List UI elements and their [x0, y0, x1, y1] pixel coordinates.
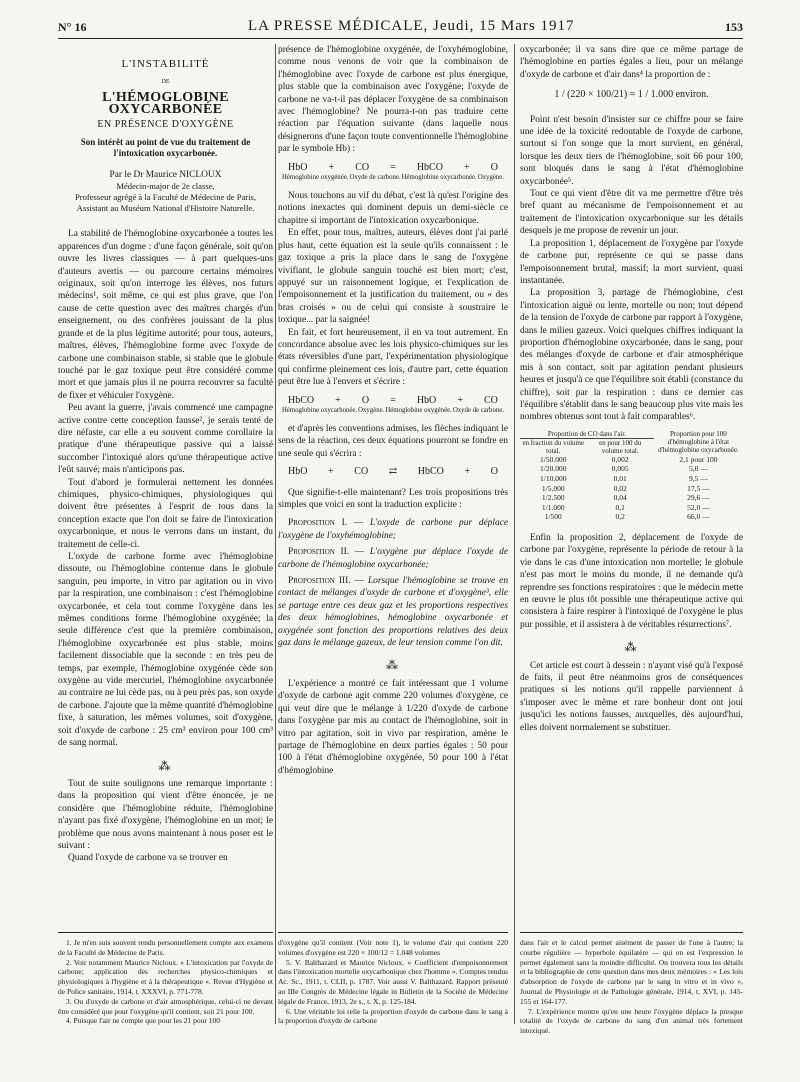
footnote-rule: [278, 932, 508, 933]
page-number: 153: [725, 20, 743, 34]
author-affiliation: Professeur agrégé à la Faculté de Médecine de Paris,: [74, 192, 257, 203]
section-separator: ⁂: [158, 758, 173, 773]
paragraph: Quand l'oxyde de carbone va se trouver en: [68, 853, 228, 864]
paragraph: oxycarbonée; il va sans dire que ce même partage de l'hémoglobine en parties égales a lieu, pour un mélange d'oxyde de carbone et d'air dans⁴ la proportion de :: [520, 45, 743, 80]
paragraph: L'expérience a montré ce fait intéressant que 1 volume d'oxyde de carbone agit comme 220 volumes d'oxygène, ce qui veut dire que le mélange à 1/220 d'oxyde de carbone dans l'oxygène par mis au contact de l'hémoglobine, soit in vitro par agitation, soit in vivo par respiration, amène le partage de l'hémoglobine en deux parties égales : 50 pour 100 à l'état d'hémoglobine oxygénée, 50 pour 100 à l'état d'hémoglobine: [278, 678, 508, 776]
proposition-1: Proposition I. — L'oxyde de carbone pur déplace l'oxygène de l'oxyhémoglobine;: [278, 518, 509, 541]
paragraph: En fait, et fort heureusement, il en va tout autrement. En concordance absolue avec les lois physico-chimiques sur les états réversibles d'une part, l'expérimentation physiologique qui confirme pleinement ces lois, d'autre part, cette équation peut être lue à l'envers et s'écrire :: [278, 327, 508, 388]
table-group-header: Proportion de CO dans l'air.: [520, 430, 654, 439]
footnote: 3. Ou d'oxyde de carbone et d'air atmosphérique, celui-ci ne devant être considéré que pour l'oxygène qu'il contient, soit 21 pour 100.: [58, 996, 273, 1016]
author-affiliation: Assistant au Muséum National d'Histoire Naturelle.: [76, 203, 255, 214]
paragraph: Peu avant la guerre, j'avais commencé une campagne active contre cette conception fausse², je serais tenté de dire néfaste, car elle a eu souvent comme corollaire la pratique d'une thérapeutique passive qui a laissé succomber l'intoxiqué alors qu'une thérapeutique active l'eût sauvé; mais n'anticipons pas.: [58, 403, 273, 476]
table-row: 1/1.000 0,1 52,0 —: [541, 502, 710, 512]
issue-number: N° 16: [58, 20, 87, 34]
page-header: [58, 14, 743, 36]
footnote: 5. V. Balthazard et Maurice Nicloux. « Coefficient d'empoisonnement dans l'intoxication mortelle oxycarbonique chez l'homme ». Comptes rendus Ac. Sc., 1911, t. CLII, p. 1787. Voir aussi V. Balthazard. Rapport présenté au IIIe Congrès de Médecine légale in Bulletin de la Société de Médecine légale de France, 1913, 2e s., t. X, p. 125-184.: [278, 957, 508, 1006]
section-separator: ⁂: [386, 658, 400, 673]
footnotes-col1: [58, 938, 273, 1026]
paragraph: La stabilité de l'hémoglobine oxycarbonée a toutes les apparences d'un dogme : d'une façon générale, soit qu'on ouvre les livres classiques — à part quelques-uns d'auteurs avertis — ou parcoure certains mémoires originaux, soit qu'on interroge les élèves, nos futurs médecins¹, soit même, ce qui est plus grave, que l'on cause de cette question avec des maîtres chargés d'un enseignement, ou des confrères jouissant de la plus grande et de la plus légitime autorité; pour tous, auteurs, maîtres, élèves, l'hémoglobine forme avec l'oxyde de carbone une combinaison stable, si stable que le globule touché par le gaz toxique peut être considéré comme mort et que jamais plus il ne pourra recouvrer sa faculté de fixer et véhiculer l'oxygène.: [58, 229, 273, 401]
table-row: 1/20.000 0,005 5,0 —: [540, 464, 708, 474]
paragraph: La proposition 1, déplacement de l'oxygène par l'oxyde de carbone pur, représente ce qui se passe dans l'empoisonnement brutal, massif; la mort survient, quasi instantanée.: [520, 238, 743, 286]
paragraph: Que signifie-t-elle maintenant? Les trois propositions très simples que voici en sont la traduction explicite :: [278, 487, 508, 510]
paragraph: L'oxyde de carbone forme avec l'hémoglobine dissoute, ou l'hémoglobine contenue dans le globule sanguin, peu importe, in vitro par agitation ou in vivo par la respiration, une combinaison : c'est l'hémoglobine oxycarbonée, et cela tout comme l'oxygène dans les mêmes conditions forme l'hémoglobine oxygénée; la seule différence c'est que la première combinaison, l'hémoglobine oxycarbonée est plus stable, moins facilement dissociable que la seconde : en très peu de temps, par exemple, l'hémoglobine oxygénée cède son oxygène au vide mercuriel, l'hémoglobine oxycarbonée au contraire ne lui cède pas, ou à peu près pas, son oxyde de carbone. J'ajoute que la même quantité d'hémoglobine fixe, à saturation, les mêmes volumes, soit d'oxygène, soit d'oxyde de carbone : 25 cm³ environ pour 100 cm³ de sang normal.: [58, 552, 273, 749]
footnote: 1. Je m'en suis souvent rendu personnellement compte aux examens de la Faculté de Médecine de Paris.: [58, 938, 273, 957]
header-rule: [58, 38, 743, 39]
paragraph: présence de l'hémoglobine oxygénée, de l'oxyhémoglobine, comme nous venons de voir que la combinaison de l'hémoglobine avec l'oxyde de carbone est plus énergique, plus stable que la combinaison avec l'oxygène; l'oxyde de carbone ne va-t-il pas déplacer l'oxygène de sa combinaison avec l'hémoglobine? Ne pourra-t-on pas traduire cette réaction par l'équation suivante (dans laquelle nous désignerons d'une façon toute conventionnelle l'hémoglobine par le symbole Hb) :: [278, 45, 508, 155]
paragraph: Point n'est besoin d'insister sur ce chiffre pour se faire une idée de la toxicité redoutable de l'oxyde de carbone, surtout si l'on songe que la mort survient, en général, lorsque les deux tiers de l'hémoglobine, soit 66 pour 100, sont bloqués dans le sang à l'état d'hémoglobine oxycarbonée⁵.: [520, 114, 743, 187]
column-2: [278, 44, 508, 777]
proposition-3: Proposition III. — Lorsque l'hémoglobine se trouve en contact de mélanges d'oxyde de carbone et d'oxygène³, elle se partage entre ces deux gaz et les proportions respectives des deux hémoglobines, hémoglobine oxycarbonée et oxygénée sont fonction des proportions relatives des deux gaz dans le mélange gazeux, de leur tension comme l'on dit.: [278, 576, 509, 649]
table-row: 1/2.500 0,04 29,6 —: [541, 493, 710, 503]
proposition-2: Proposition II. — L'oxygène pur déplace l'oxyde de carbone de l'hémoglobine oxycarbonée;: [278, 547, 509, 570]
footnote: d'oxygène qu'il contient (Voir note 1), le volume d'air qui contient 220 volumes d'oxygène est 220 × 100/12 = 1.048 volumes: [278, 938, 508, 957]
table-header: Proportion pour 100 d'hémoglobine à l'état d'hémoglobine oxycarbonée.: [658, 430, 739, 455]
footnote-rule: [58, 932, 273, 933]
table-row: 1/50.000 0,002 2,1 pour 100: [540, 454, 718, 464]
paragraph: Nous touchons au vif du débat, c'est là qu'est l'origine des notions inexactes qui dominent depuis un demi-siècle ce chapitre si important de l'intoxication oxycarbonique.: [278, 191, 508, 226]
footnote: dans l'air et le calcul permet aisément de passer de l'une à l'autre; la courbe régulière — hyperbole équilatère — qui en est l'expression le permet également sans la moindre difficulté. On trouvera tous les détails et la bibliographie de cette question dans mes deux mémoires : « Les lois d'absorption de l'oxyde de carbone par le sang in vitro et in vivo », Journal de Physiologie et de Pathologie générale, 1914, t. XVI, p. 145-155 et 164-177.: [520, 938, 743, 1006]
section-separator: ⁂: [624, 640, 639, 655]
paragraph: La proposition 3, partage de l'hémoglobine, c'est l'intoxication aiguë ou lente, mortelle ou non; tout dépend de la tension de l'oxyde de carbone par rapport à l'oxygène, dans le milieu gazeux. Voici quelques chiffres indiquant la proportion d'hémoglobine oxycarbonée, dans le sang, pour des mélanges d'oxyde de carbone et d'air atmosphérique mis à son contact, soit par agitation pendant plusieurs heures et jusqu'à ce que l'équilibre soit établi (constance du chiffre), soit par la respiration : dans ce dernier cas l'équilibre s'établit dans le sang beaucoup plus vite mais les nombres obtenus sont tout à fait comparables⁶.: [520, 288, 743, 423]
column-3: [520, 44, 743, 734]
table-header: en pour 100 du volume total.: [599, 438, 642, 455]
equation-3: HbO + CO ⇄ HbCO + O: [288, 466, 498, 478]
equation-1-legend: Hémoglobine oxygénée. Oxyde de carbone. Hémoglobine oxycarbonée. Oxygène.: [282, 174, 504, 182]
article-subtitle: Son intérêt au point de vue du traitement de l'intoxication oxycarbonée.: [80, 137, 251, 159]
footnotes-col2: [278, 938, 508, 1026]
footnote: 2. Voir notamment Maurice Nicloux. « L'intoxication par l'oxyde de carbone; application des recherches physico-chimiques et physiologiques à l'hygiène et à la thérapeutique ». Revue d'Hygiène et de Police sanitaire, 1914, t. XXXVI, p. 771-778.: [58, 957, 273, 996]
fraction-formula: 1 / (220 × 100/21) = 1 / 1.000 environ.: [554, 89, 709, 101]
paragraph: Tout de suite soulignons une remarque importante : dans la proposition qui vient d'être énoncée, je ne considère que l'hémoglobine réduite, l'hémoglobine n'ayant pas fixé d'oxygène, l'hémoglobine en un mot; le problème que nous avons maintenant à nous poser est le suivant :: [58, 778, 273, 851]
paragraph: En effet, pour tous, maîtres, auteurs, élèves dont j'ai parlé plus haut, cette équation est la seule qu'ils connaissent : le gaz toxique a pris la place dans le sang de l'oxygène vivifiant, le globule sanguin touché est bien mort; c'est, appuyé sur un raisonnement logique, et l'explication de l'empoisonnement et la justification du traitement, ou « des bras croisés » ou de celui qui consiste à soustraire le toxique... par la saignée!: [278, 228, 508, 326]
equation-1: HbO + CO = HbCO + O: [288, 161, 498, 173]
article-author: Par le Dr Maurice NICLOUX: [109, 170, 222, 181]
column-1: [58, 44, 273, 865]
equation-2: HbCO + O = HbO + CO: [288, 394, 498, 406]
footnote: 4. Puisque l'air ne compte que pour les 21 pour 100: [66, 1016, 221, 1026]
author-affiliation: Médecin-major de 2e classe,: [116, 181, 215, 192]
paragraph: Tout d'abord je formulerai nettement les données chimiques, physico-chimiques, physiologiques qui doivent être présentes à l'esprit de tous dans la conception exacte que l'on doit se faire de l'intoxication oxycarbonique, et nous le verrons dans un instant, du traitement de celle-ci.: [58, 477, 273, 550]
table-row: 1/5.000 0,02 17,5 —: [541, 483, 710, 493]
footnote: 6. Une véritable loi relie la proportion d'oxyde de carbone dans le sang à la proportion d'oxyde de carbone: [278, 1006, 508, 1026]
footnotes-col3: [520, 938, 743, 1036]
journal-title: LA PRESSE MÉDICALE, Jeudi, 15 Mars 1917: [248, 18, 575, 34]
article-title-de: DE: [161, 79, 170, 86]
co-proportion-table: [520, 430, 743, 522]
article-title-line3: EN PRÉSENCE D'OXYGÈNE: [97, 118, 234, 130]
column-divider: [275, 44, 276, 1024]
article-title-line1: L'INSTABILITÉ: [121, 58, 210, 70]
table-row: 1/500 0,2 66,0 —: [544, 512, 710, 522]
paragraph: Cet article est court à dessein : n'ayant visé qu'à l'exposé de faits, il peut être néanmoins gros de conséquences pratiques si les notions qu'il rappelle parviennent à s'imposer avec le même et rare bonheur dont ont joui jusqu'ici les notions fausses, auxquelles, dès aujourd'hui, elles doivent normalement se substituer.: [520, 660, 743, 733]
article-title-main: L'HÉMOGLOBINE OXYCARBONÉE: [102, 89, 229, 118]
paragraph: Enfin la proposition 2, déplacement de l'oxyde de carbone par l'oxygène, représente la période de retour à la vie dans le cas d'une intoxication non mortelle; le globule n'est pas mort le moins du monde, il ne demande qu'à reprendre ses fonctions respiratoires : que le médecin mette en œuvre le plus tôt possible une thérapeutique active qui consistera à faire respirer à l'intoxiqué de l'oxygène le plus pur possible, et il assistera à de véritables résurrections⁷.: [520, 532, 743, 630]
paragraph: et d'après les conventions admises, les flèches indiquant le sens de la réaction, ces deux équations pourront se fondre en une seule qui s'écrira :: [278, 423, 508, 459]
table-row: 1/10.000 0,01 9,5 —: [540, 473, 708, 483]
footnote: 7. L'expérience montre qu'en une heure l'oxygène déplace la presque totalité de l'oxyde de carbone du sang d'un animal très fortement intoxiqué.: [520, 1006, 743, 1036]
table-header: en fraction du volume total.: [522, 438, 585, 455]
footnote-rule: [520, 932, 743, 933]
paragraph: Tout ce qui vient d'être dit va me permettre d'être très bref quant au mécanisme de l'empoisonnement et au traitement de l'intoxication oxycarbonique sur les détails desquels je me propose de revenir un jour.: [520, 189, 743, 237]
column-divider: [514, 44, 515, 1024]
equation-2-legend: Hémoglobine oxycarbonée. Oxygène. Hémoglobine oxygénée. Oxyde de carbone.: [282, 406, 504, 414]
